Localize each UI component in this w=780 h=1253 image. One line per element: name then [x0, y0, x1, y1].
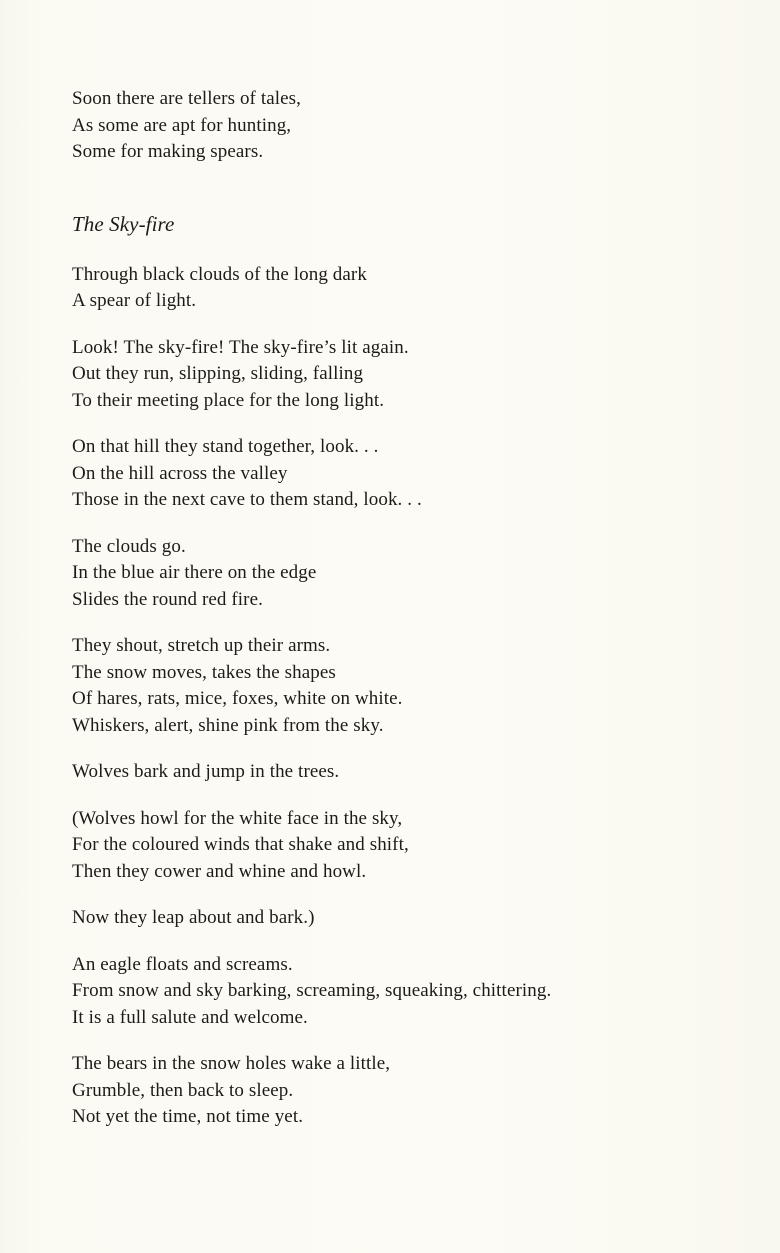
poem-line: They shout, stretch up their arms.	[72, 635, 331, 656]
poem-line: Grumble, then back to sleep.	[72, 1079, 294, 1101]
poem-line: Look! The sky-fire! The sky-fire’s lit again.	[72, 336, 409, 358]
stanza	[72, 633, 762, 739]
poem-line: In the blue air there on the edge	[72, 562, 317, 583]
poem-line: An eagle floats and screams.	[72, 953, 293, 975]
stanza	[72, 1051, 762, 1131]
poem-line: As some are apt for hunting,	[72, 114, 292, 136]
poem-line: To their meeting place for the long light.	[72, 389, 385, 411]
poem-line: Out they run, slipping, sliding, falling	[72, 363, 364, 384]
poem-line: Not yet the time, not time yet.	[72, 1106, 304, 1127]
stanza	[72, 262, 762, 315]
poem-line: On that hill they stand together, look. . .	[72, 436, 379, 457]
poem-line: Then they cower and whine and howl.	[72, 860, 367, 882]
poem-title: The Sky-fire	[72, 211, 175, 236]
poem-line: The clouds go.	[72, 535, 186, 557]
stanza	[72, 759, 762, 786]
poem-line: The snow moves, takes the shapes	[72, 661, 336, 683]
stanza	[72, 335, 762, 415]
opening-stanza	[72, 86, 762, 166]
poem-line: Soon there are tellers of tales,	[72, 88, 302, 109]
poem-line: Now they leap about and bark.)	[72, 907, 315, 928]
poem-line: The bears in the snow holes wake a little,	[72, 1053, 391, 1074]
stanza	[72, 434, 762, 514]
poem-text	[72, 86, 762, 1151]
stanza	[72, 952, 762, 1032]
poem-line: (Wolves howl for the white face in the sky,	[72, 807, 403, 829]
stanza	[72, 534, 762, 614]
poem-line: Those in the next cave to them stand, look. . .	[72, 489, 422, 510]
poem-line: A spear of light.	[72, 290, 197, 311]
stanza	[72, 905, 762, 932]
poem-line: For the coloured winds that shake and shift,	[72, 834, 409, 855]
poem-line: On the hill across the valley	[72, 462, 288, 484]
poem-line: It is a full salute and welcome.	[72, 1006, 308, 1028]
poem-line: Whiskers, alert, shine pink from the sky.	[72, 714, 384, 736]
poem-line: Wolves bark and jump in the trees.	[72, 761, 340, 782]
poem-line: Of hares, rats, mice, foxes, white on white.	[72, 688, 403, 709]
poem-line: Through black clouds of the long dark	[72, 263, 367, 285]
stanza	[72, 806, 762, 886]
poem-line: Some for making spears.	[72, 141, 264, 162]
poem-line: From snow and sky barking, screaming, squeaking, chittering.	[72, 980, 552, 1001]
poem-line: Slides the round red fire.	[72, 588, 263, 610]
